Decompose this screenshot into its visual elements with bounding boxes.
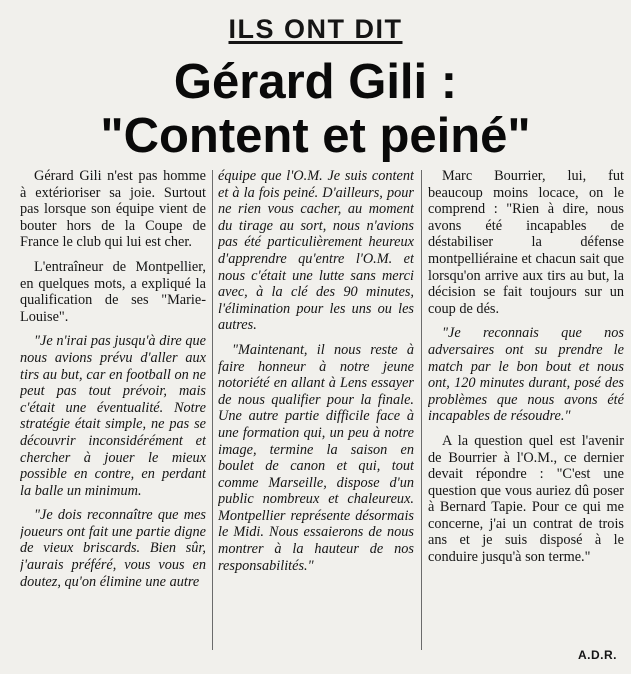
column-divider bbox=[421, 170, 422, 650]
article-column-1 bbox=[20, 168, 206, 668]
quote-paragraph: "Je dois reconnaître que mes joueurs ont fait une partie digne de vieux briscards. Bien sûr, j'aurais préféré, vous vous en doutez, qu'on élimine une autre bbox=[20, 507, 206, 590]
column-divider bbox=[212, 170, 213, 650]
article-column-3 bbox=[428, 168, 624, 668]
section-kicker: ILS ONT DIT bbox=[228, 14, 403, 44]
quote-paragraph: "Je n'irai pas jusqu'à dire que nous avions prévu d'aller aux tirs au but, car en football on ne peut pas tout prévoir, mais c'était une éventualité. Notre stratégie était simple, ne pas se découvrir inconsidérément et chercher à jouer le mieux possible en contre, en perdant la balle un minimum. bbox=[20, 333, 206, 499]
paragraph: Gérard Gili n'est pas homme à extérioriser sa joie. Surtout pas lorsque son équipe vient de bouter hors de la Coupe de France le club qui lui est cher. bbox=[20, 168, 206, 251]
headline-line-1: Gérard Gili : bbox=[173, 55, 458, 109]
author-signature: A.D.R. bbox=[578, 648, 617, 662]
quote-paragraph: équipe que l'O.M. Je suis content et à la fois peiné. D'ailleurs, pour ne rien vous cacher, au moment du tirage au sort, nous n'avions pas été particulièrement heureux d'apprendre qu'entre l'O.M. et nous c'était une lutte sans merci avec, à la clé des 90 minutes, l'élimination pour les uns ou les autres. bbox=[218, 168, 414, 334]
paragraph: L'entraîneur de Montpellier, en quelques mots, a expliqué la qualification de ses "Marie-Louise". bbox=[20, 258, 206, 325]
quote-paragraph: "Je reconnais que nos adversaires ont su prendre le match par le bon bout et nous ont, 120 minutes durant, posé des problèmes que nous avons été incapables de résoudre." bbox=[428, 325, 624, 425]
paragraph: Marc Bourrier, lui, fut beaucoup moins locace, on le comprend : "Rien à dire, nous avons été incapables de déstabiliser la défense montpelliéraine et chacun sait que lorsqu'on arrive aux tirs au but, la décision se fait toujours sur un coup de dés. bbox=[428, 168, 624, 317]
article-column-2 bbox=[218, 168, 414, 668]
quote-paragraph: "Maintenant, il nous reste à faire honneur à notre jeune notoriété en allant à Lens essayer de nous qualifier pour la finale. Une autre partie difficile face à une formation qui, un peu à notre image, termine la saison en boulet de canon et qui, tout comme Marseille, dispose d'un public nombreux et chaleureux. Montpellier représente désormais le Midi. Nous essaierons de nous montrer à la hauteur de nos responsabilités." bbox=[218, 341, 414, 574]
headline-line-2: "Content et peiné" bbox=[100, 109, 531, 163]
paragraph: A la question quel est l'avenir de Bourrier à l'O.M., ce dernier devait répondre : "C'est une question que vous auriez dû poser à Bernard Tapie. Pour ce qui me concerne, j'ai un contrat de trois ans et je suis disposé à le conduire jusqu'à son terme." bbox=[428, 432, 624, 566]
